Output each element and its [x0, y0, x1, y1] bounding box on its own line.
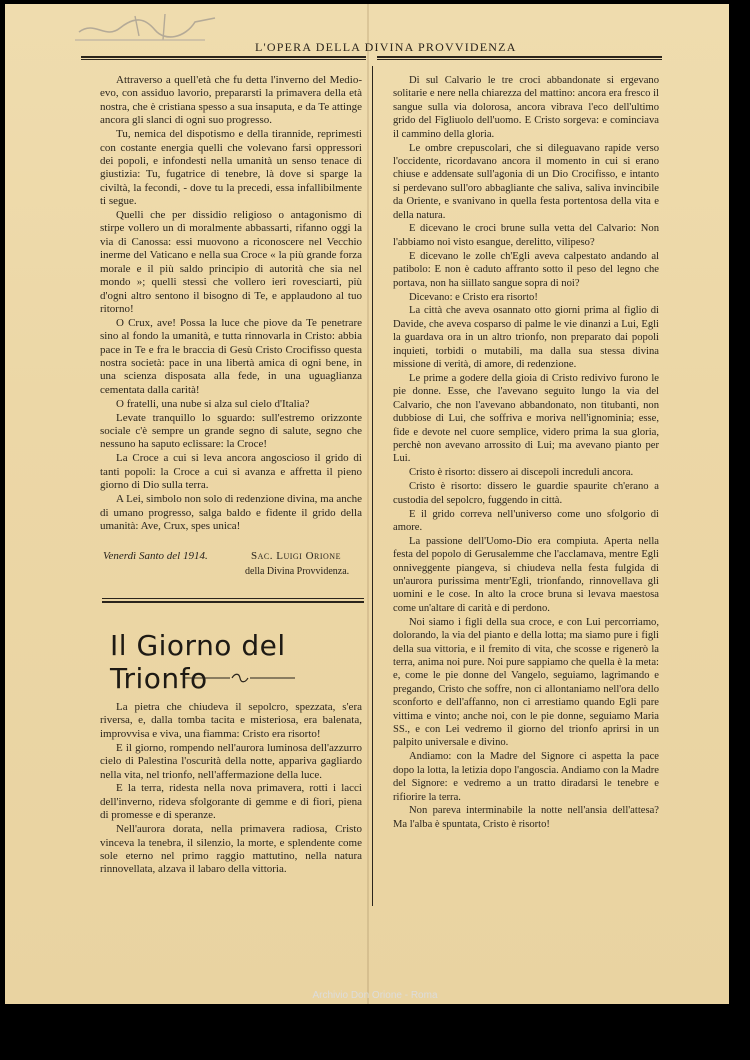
paragraph: Cristo è risorto: dissero le guardie spaurite ch'erano a custodia del sepolcro, fuggendo in città. [393, 481, 659, 506]
paragraph: La pietra che chiudeva il sepolcro, spezzata, s'era riversa, e, dalla tomba tacita e misteriosa, era balenata, improvvisa e viva, una fiamma: Cristo era risorto! [100, 701, 362, 740]
top-rule-right [377, 56, 662, 60]
article-headline: Il Giorno del Trionfo [110, 629, 286, 695]
paragraph: La Croce a cui si leva ancora angoscioso il grido di tanti popoli: la Croce a cui si avanza e affretta il pieno giorno di Dio sulla terra. [100, 452, 362, 492]
paragraph: Di sul Calvario le tre croci abbandonate si ergevano solitarie e nere nella chiarezza del mattino: ancora era fresco il sangue sulla via dolorosa, ancora vibrava l'eco dell'ultimo grido del Figliuolo dell'uomo. E Cristo sorgeva: e cominciava il cammino della gloria. [393, 75, 659, 140]
article-date: Venerdì Santo del 1914. [103, 550, 208, 562]
right-column-article [393, 74, 659, 832]
top-rule-left [81, 56, 366, 60]
paragraph: La città che aveva osannato otto giorni prima al figlio di Davide, che aveva cosparso di palme le vie dinanzi a Lui, Egli la guardava ora in un altro trionfo, non preparato dai popoli inquieti, torbidi o mutabili, ma dalla sua stessa divina missione di verità, di amore, di redenzione. [393, 305, 659, 371]
page-fold [367, 4, 369, 1004]
paragraph: A Lei, simbolo non solo di redenzione divina, ma anche di umano progresso, salga baldo e fidente il grido della umanità: Ave, Crux, spes unica! [100, 493, 362, 532]
paragraph: Le prime a godere della gioia di Cristo redivivo furono le pie donne. Esse, che l'avevano seguito lungo la via del Calvario, che non l'avevano abbandonato, non titubanti, non dubbiose di Lui, che soffriva e moriva nell'ignominia; esse, fide e devote nel cuore semplice, videro prima la sua gloria, perchè non avevano arrossito di Lui; ma avevano pianto per Lui. [393, 372, 659, 465]
left-column-bottom-article [100, 701, 362, 877]
paragraph: Tu, nemica del dispotismo e della tirannide, reprimesti con costante energia quelli che volevano farsi oppressori dei popoli, e infondesti nella umanità un senso tenace di giustizia: Tu, fugatrice di tenebre, là dove si sparge la civiltà, la fecondi, - dove tu la precedi, essa infallibilmente ti segue. [100, 128, 362, 208]
newspaper-page [5, 4, 729, 1004]
paragraph: Dicevano: e Cristo era risorto! [409, 291, 538, 303]
paragraph: Andiamo: con la Madre del Signore ci aspetta la pace dopo la lotta, la letizia dopo l'angoscia. Andiamo con la Madre del Signore: e vedremo a un tratto diradarsi le tenebre e rifiorire la terra. [393, 751, 659, 803]
paragraph: Le ombre crepuscolari, che si dileguavano rapide verso l'occidente, ricordavano ancora il momento in cui si erano chiuse e addensate sull'agonia di un Dio Crocifisso, e intanto si perdevano sull'oro abbagliante che saliva, saliva invincibile da Oriente, e svanivano in quella festa portentosa della vita e della natura. [393, 142, 659, 221]
paragraph: La passione dell'Uomo-Dio era compiuta. Aperta nella festa del popolo di Gerusalemme che l'acclamava, mentre Egli onniveggente piangeva, si chiudeva nella festa fulgida di un'aurora purissima mentr'Egli, trionfando, rinnovellava gli uomini e le cose. In alto la croce bruna si levava maestosa come un'altare di carità e di perdono. [393, 535, 659, 614]
paragraph: O fratelli, una nube si alza sul cielo d'Italia? [116, 397, 310, 410]
column-divider [372, 66, 373, 906]
archive-footer: Archivio Don Orione - Roma [312, 990, 438, 1001]
paragraph: O Crux, ave! Possa la luce che piove da Te penetrare sino al fondo la umanità, e tutta rinnovarla in Cristo: abbia pace in Te e fra le braccia di Gesù Cristo Crocifisso questa nostra società: pace in una libertà amica di ogni bene, in una scienza disposata alla fede, in una uguaglianza cementata dalla carità! [100, 316, 362, 396]
paragraph: Levate tranquillo lo sguardo: sull'estremo orizzonte sociale c'è sempre un grande segno di salute, segno che nessuno ha saputo eclissare: la Croce! [100, 411, 362, 451]
paragraph: Attraverso a quell'età che fu detta l'inverno del Medio-evo, con assiduo lavorio, prepararsti la primavera della età nostra, che è cristiana spesso a sua insaputa, e da Te attinge ancora gli slanci di ogni suo progresso. [100, 74, 362, 127]
section-rule [102, 598, 364, 603]
running-head: L'OPERA DELLA DIVINA PROVVIDENZA [255, 40, 517, 54]
headline-ornament [185, 672, 295, 684]
author-signature: Sac. Luigi Orione [251, 550, 341, 562]
paragraph: E dicevano le croci brune sulla vetta del Calvario: Non l'abbiamo noi visto esangue, derelitto, vilipeso? [393, 223, 659, 248]
handwritten-scribble [75, 10, 225, 46]
paragraph: Cristo è risorto: dissero ai discepoli increduli ancora. [409, 467, 634, 479]
paragraph: E la terra, ridesta nella nova primavera, rotti i lacci dell'inverno, rideva sfolgorante di gemme e di fiori, piena di promesse e di speranze. [100, 782, 362, 822]
paragraph: Non pareva interminabile la notte nell'ansia dell'attesa? Ma l'alba è spuntata, Cristo è risorto! [393, 805, 659, 830]
paragraph: E il giorno, rompendo nell'aurora luminosa dell'azzurro cielo di Palestina l'oscurità della notte, appariva gagliardo nella vita, nel trionfo, nell'affermazione della luce. [100, 741, 362, 781]
paragraph: Noi siamo i figli della sua croce, e con Lui percorriamo, dolorando, la via del pianto e della lotta; ma siamo pure i figli della sua vittoria, e il fremito di vita, che scosse e rigenerò la terra, anima noi pure. Noi pure sappiamo che quella è la meta: e, come le pie donne del Vangelo, seguiamo, lagrimando e pregando, Cristo che soffre, non ci allontaniamo nell'ora dello sconforto e dell'affanno, non ci arrestiamo quando Egli pare vittima e vinto; anche noi, con le pie donne, seguiamo Maria SS., e con Lei vedremo il giorno del trionfo aprirsi in un palpito universale e divino. [393, 616, 659, 749]
author-affiliation: della Divina Provvidenza. [245, 566, 350, 577]
paragraph: E dicevano le zolle ch'Egli aveva calpestato andando al patibolo: E non è caduto affranto sotto il peso del legno che portava, non ha siillato sangue sopra di noi? [393, 250, 659, 289]
paragraph: Nell'aurora dorata, nella primavera radiosa, Cristo vinceva la tenebra, il silenzio, la morte, e splendente come sole eterno nel primo raggio mattutino, nella natura rinnovellata, alzava il labaro della vittoria. [100, 823, 362, 876]
dateline-signature [103, 550, 363, 577]
left-column-top-article [100, 74, 362, 534]
paragraph: E il grido correva nell'universo come uno sfolgorio di amore. [393, 508, 659, 533]
paragraph: Quelli che per dissidio religioso o antagonismo di stirpe vollero un dì moralmente abbassarti, rifanno oggi la via di Canossa: essi muovono a riconoscere nel Vecchio inerme del Vaticano e nella sua Croce « la più grande forza morale e il più saldo principio di autorità che sia nel mondo »; quelli stessi che vollero ieri rovesciarti, più d'ogni altro sentono il bisogno di Te, e applaudono al tuo ritorno! [100, 209, 362, 315]
